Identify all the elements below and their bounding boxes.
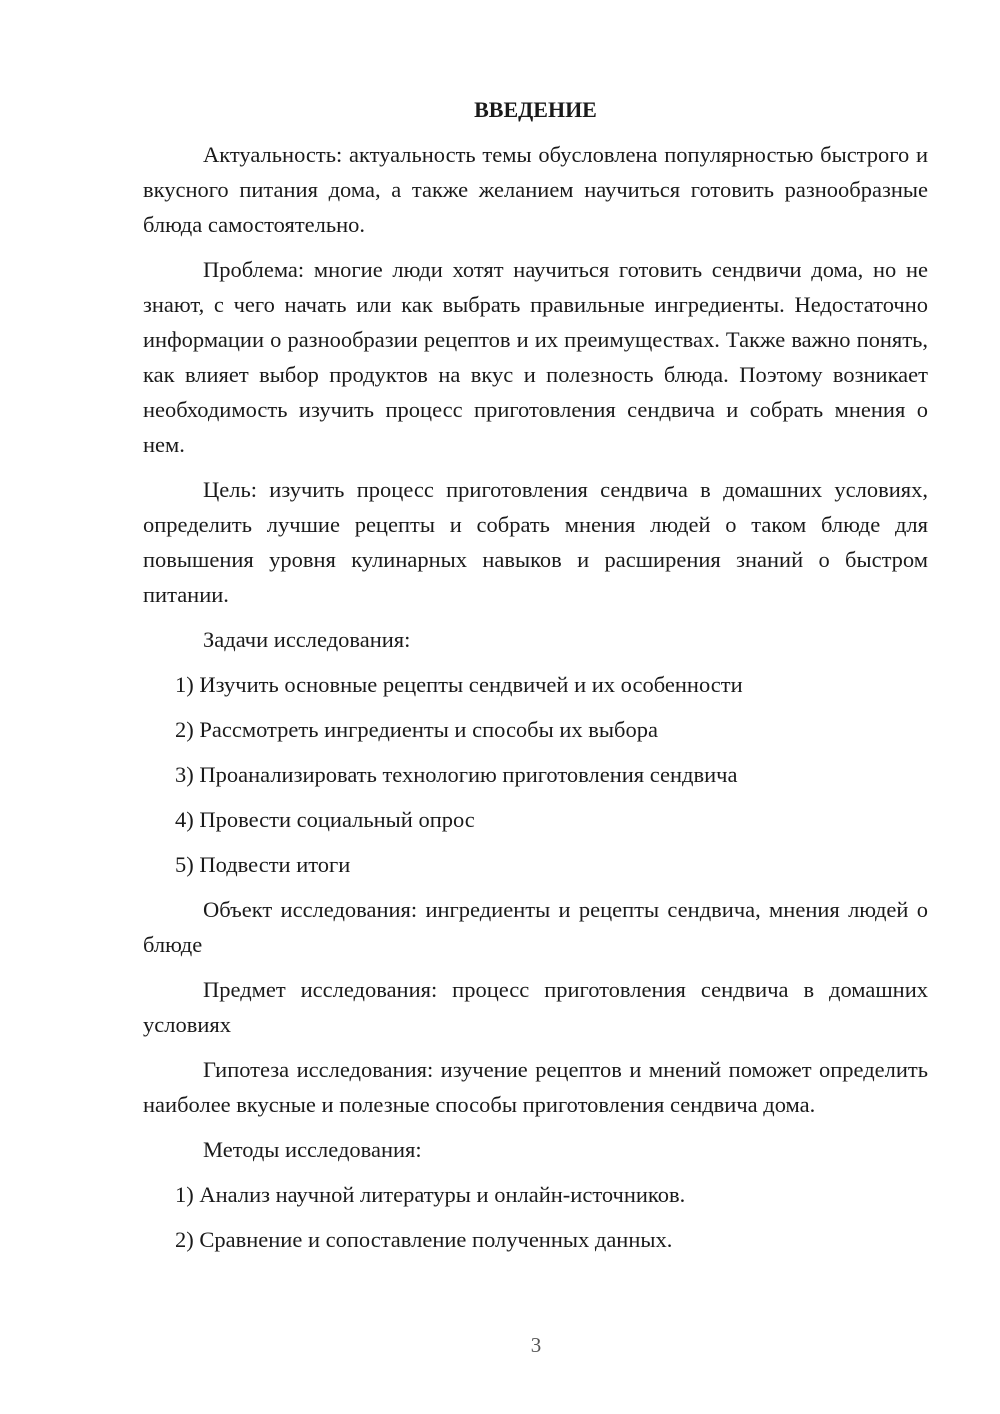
task-item-4: 4) Провести социальный опрос (175, 807, 475, 832)
task-item-2: 2) Рассмотреть ингредиенты и способы их выбора (175, 717, 658, 742)
goal-paragraph: Цель: изучить процесс приготовления сендвича в домашних условиях, определить лучшие рецепты и собрать мнения людей о таком блюде для повышения уровня кулинарных навыков и расширения знаний о быстром питании. (143, 477, 928, 607)
page-number: 3 (530, 1333, 542, 1357)
problem-paragraph: Проблема: многие люди хотят научиться готовить сендвичи дома, но не знают, с чего начать или как выбрать правильные ингредиенты. Недостаточно информации о разнообразии рецептов и их преимуществах. Также важно понять, как влияет выбор продуктов на вкус и полезность блюда. Поэтому возникает необходимость изучить процесс приготовления сендвича и собрать мнения о нем. (143, 257, 928, 457)
method-item-2: 2) Сравнение и сопоставление полученных данных. (175, 1227, 673, 1252)
object-paragraph: Объект исследования: ингредиенты и рецепты сендвича, мнения людей о блюде (143, 897, 928, 957)
task-item-3: 3) Проанализировать технологию приготовления сендвича (175, 762, 738, 787)
tasks-heading: Задачи исследования: (203, 627, 411, 652)
subject-paragraph: Предмет исследования: процесс приготовления сендвича в домашних условиях (143, 977, 928, 1037)
methods-heading: Методы исследования: (203, 1137, 422, 1162)
page-title: ВВЕДЕНИЕ (474, 97, 597, 122)
methods-list (143, 1177, 928, 1257)
tasks-list (143, 667, 928, 882)
hypothesis-paragraph: Гипотеза исследования: изучение рецептов и мнений поможет определить наиболее вкусные и полезные способы приготовления сендвича дома. (143, 1057, 928, 1117)
document-body (143, 92, 928, 1267)
task-item-1: 1) Изучить основные рецепты сендвичей и их особенности (175, 672, 743, 697)
method-item-1: 1) Анализ научной литературы и онлайн-источников. (175, 1182, 686, 1207)
relevance-paragraph: Актуальность: актуальность темы обусловлена популярностью быстрого и вкусного питания дома, а также желанием научиться готовить разнообразные блюда самостоятельно. (143, 142, 928, 237)
task-item-5: 5) Подвести итоги (175, 852, 351, 877)
